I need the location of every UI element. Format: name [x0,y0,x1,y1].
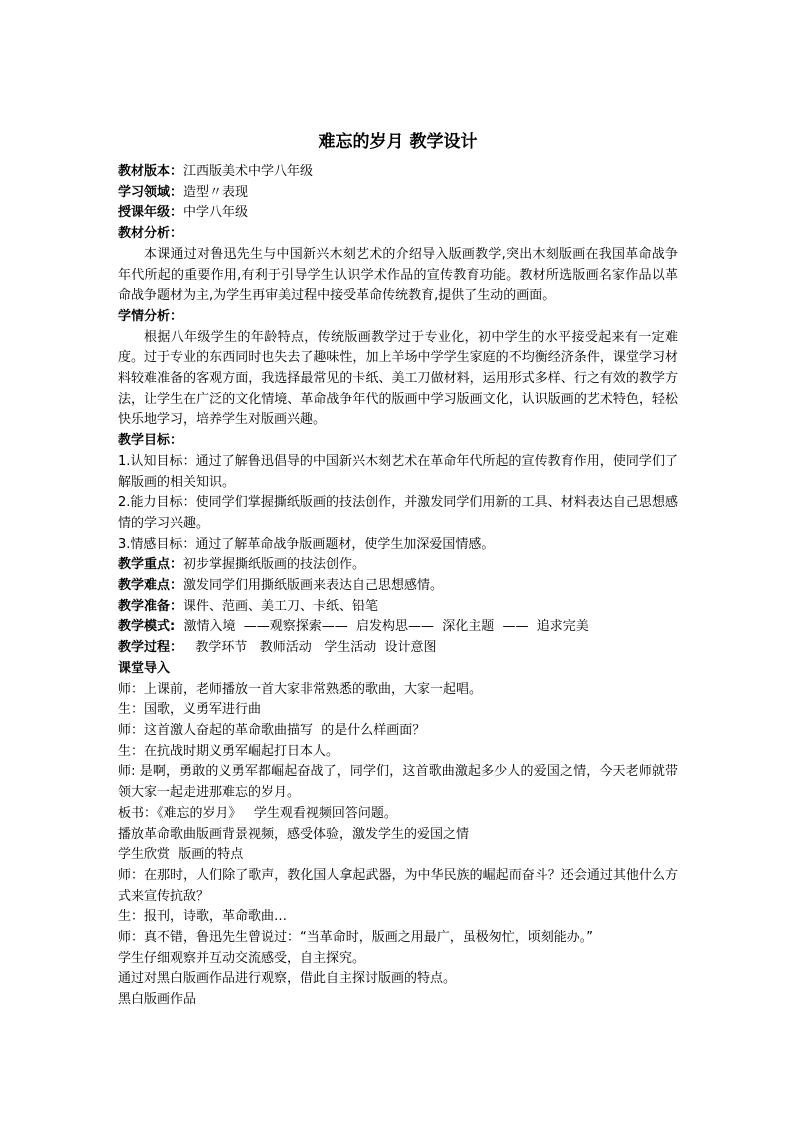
dialogue-line: 播放革命歌曲版画背景视频，感受体验，激发学生的爱国之情 [118,826,470,842]
difficulty-value: 激发同学们用撕纸版画来表达自己思想感情。 [183,578,444,594]
edition-label: 教材版本： [118,164,184,179]
key-point-row [118,555,678,576]
analysis-paragraph: 本课通过对鲁迅先生与中国新兴木刻艺术的介绍导入版画教学,突出木刻版画在我国革命战争年代所起的重要作用,有利于引导学生认识学术作品的宣传教育功能。教材所选版画名家作品以革命战争题材为主,为学生再审美过程中接受革命传统教育,提供了生动的画面。 [118,246,678,304]
dialogue-line: 通过对黑白版画作品进行观察，借此自主探讨版画的特点。 [118,971,457,987]
dialogue-line: 学生欣赏 版画的特点 [118,847,244,863]
grade-row [118,203,678,224]
dialogue-line: 师：上课前，老师播放一首大家非常熟悉的歌曲，大家一起唱。 [118,681,483,697]
mode-row [118,617,678,638]
difficulty-label: 教学难点： [118,578,184,594]
domain-value: 造型〃表现 [183,184,249,200]
difficulty-row [118,576,678,597]
edition-row [118,162,678,183]
dialogue-line: 生：在抗战时期义勇军崛起打日本人。 [118,743,340,759]
grade-value: 中学八年级 [183,205,249,221]
dialogue-line: 师：在那时，人们除了歌声，教化国人拿起武器，为中华民族的崛起而奋斗？还会通过其他什么方式来宣传抗敌？ [118,867,678,904]
learner-paragraph: 根据八年级学生的年龄特点，传统版画教学过于专业化，初中学生的水平接受起来有一定难度。过于专业的东西同时也失去了趣味性，加上羊场中学学生家庭的不均衡经济条件，课堂学习材料较难准备的客观方面，我选择最常见的卡纸、美工刀做材料，运用形式多样、行之有效的教学方法，让学生在广泛的文化情境、革命战争年代的版画中学习版画文化，认识版画的艺术特色，轻松快乐地学习，培养学生对版画兴趣。 [118,329,678,428]
intro-heading: 课堂导入 [118,660,171,676]
goal-cognitive: 1.认知目标：通过了解鲁迅倡导的中国新兴木刻艺术在革命年代所起的宣传教育作用，使同学们了解版画的相关知识。 [118,453,678,490]
dialogue-line: 师: 是啊，勇敢的义勇军都崛起奋战了，同学们，这首歌曲激起多少人的爱国之情，今天老师就带领大家一起走进那难忘的岁月。 [118,764,678,801]
dialogue-line: 生：报刊，诗歌，革命歌曲… [118,909,288,925]
process-row [118,638,678,659]
dialogue-line: 生：国歌，义勇军进行曲 [118,702,262,718]
goal-ability: 2.能力目标：使同学们掌握撕纸版画的技法创作，并激发同学们用新的工具、材料表达自己思想感情的学习兴趣。 [118,495,678,531]
mode-value: 激情入境 ——观察探索—— 启发构思—— 深化主题 —— 追求完美 [175,619,589,635]
document-title: 难忘的岁月 教学设计 [318,132,478,152]
document-body [118,130,678,1011]
dialogue-line: 黑白版画作品 [118,992,197,1008]
grade-label: 授课年级： [118,205,184,221]
learner-heading: 学情分析： [118,308,184,324]
analysis-heading: 教材分析： [118,226,184,242]
preparation-label: 教学准备： [118,598,184,614]
preparation-value: 课件、范画、美工刀、卡纸、铅笔 [183,598,379,614]
domain-label: 学习领域： [118,184,184,200]
key-point-label: 教学重点： [118,557,184,573]
dialogue-line: 板书：《难忘的岁月》 学生观看视频回答问题。 [118,805,397,821]
domain-row [118,183,678,204]
dialogue-line: 师：这首激人奋起的革命歌曲描写 的是什么样画面？ [118,722,426,738]
key-point-value: 初步掌握撕纸版画的技法创作。 [183,557,366,573]
mode-label: 教学模式: [118,619,176,635]
dialogue-line: 师：真不错，鲁迅先生曾说过：“当革命时，版画之用最广，虽极匆忙，顷刻能办。” [118,930,593,946]
goal-emotion: 3.情感目标：通过了解革命战争版画题材，使学生加深爱国情感。 [118,536,495,552]
edition-value: 江西版美术中学八年级 [183,164,314,179]
process-value: 教学环节 教师活动 学生活动 设计意图 [183,640,437,656]
preparation-row [118,597,678,618]
goals-heading: 教学目标： [118,433,184,449]
dialogue-line: 学生仔细观察并互动交流感受，自主探究。 [118,950,366,966]
process-label: 教学过程： [118,640,184,656]
